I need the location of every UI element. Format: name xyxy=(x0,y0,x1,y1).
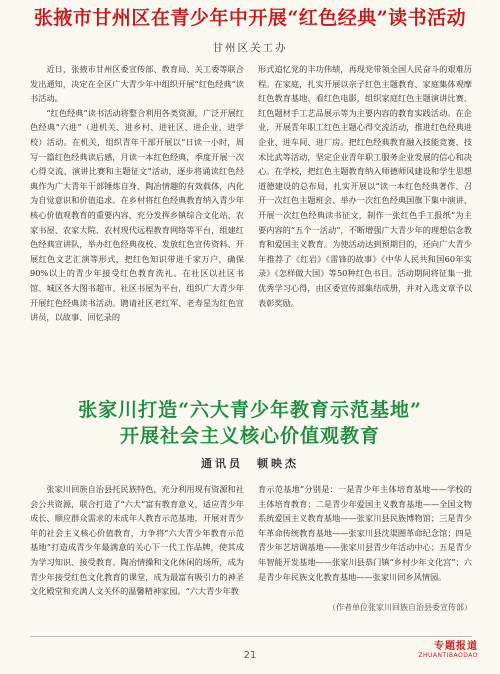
brand-label: 专题报道 xyxy=(434,641,478,652)
article2-title-line1: 张家川打造“六大青少年教育示范基地” xyxy=(78,399,422,421)
article1-paragraph: “红色经典”读书活动将整合利用各类资源，广泛开展红色经典“六进”（进机关、进乡村、进社区、进企业、进学校）活动。在机关，组织青年干部开展以“日读一小时，周写一篇红色经典读后感，月读一本红色经典，季度开展一次心得交流、演讲比赛和主题征文”活动，逐步将诵读红色经典作为广大青年干部锤炼自身、陶冶情趣的有效载体，内化为自觉意识和价值追求。在乡村将红色经典教育纳入青少年核心价值观教育的重要内容，充分发挥乡镇综合文化站、农家书屋、农家大院、农村现代远程教育网络等平台，组建红色经典宣讲队，举办红色经典夜校、发放红色宣传资料、开展红色文艺汇演等形式，把红色知识带进千家万户，确保90%以上的青少年接受红色教育洗礼。在社区以社区书馆、城区各大图书超市、社区书屋为平台，组织广大青少年开展红色经典读书活动。聘请社区老红军、老寿星为红色宣讲员，以故事、回忆录的 xyxy=(30,107,244,323)
brand-pinyin: ZHUANTIBAODAO xyxy=(418,652,478,659)
article2-author-note: （作者单位张家川回族自治县委宣传部） xyxy=(328,603,472,612)
article1-paragraph: 近日，张掖市甘州区委宣传部、教育局、关工委等联合发出通知，决定在全区广大青少年中组织开展“红色经典”读书活动。 xyxy=(30,64,244,104)
page-number: 21 xyxy=(243,650,257,661)
article2-title-line2: 开展社会主义核心价值观教育 xyxy=(119,425,380,447)
article1-byline: 甘州区关工办 xyxy=(212,42,288,54)
article2-left-column xyxy=(30,482,244,632)
footer-divider xyxy=(30,636,472,637)
section-brand xyxy=(418,637,478,659)
article2-paragraph: 张家川回族自治县托民族特色，充分利用现有资源和社会公共资源，联合打造了“六大”富有教育意义，适应青少年成长、顺应群众需求的未成年人教育示范基地，开展对青少年的社会主义核心价值教育，力争将“六大青少年教育示范基地”打造成青少年最满意的关心下一代工作品牌，使其成为学习知识、接受教育、陶冶情操和文化休闲的场所，成为青少年接受红色文化教育的课堂，成为最富有吸引力的神圣文化殿堂和充满人文关怀的温馨精神家园。“六大青少年教 xyxy=(30,484,244,597)
article2-byline: 通讯员 顿映杰 xyxy=(201,457,299,470)
article1-right-column xyxy=(258,62,472,387)
article2-right-column xyxy=(258,482,472,600)
article1-title: 张掖市甘州区在青少年中开展“红色经典”读书活动 xyxy=(33,7,467,29)
article1-left-column xyxy=(30,62,244,387)
article2-paragraph: 育示范基地”分别是：一是青少年主体培育基地——学校的主体培育教育；二是青少年爱国主义教育基地——全国文物系统爱国主义教育基地——张家川县民族博物馆；三是青少年革命传统教育基地——张家川县沈渠圈革命纪念馆；四是青少年艺培调基地——张家川县青少年活动中心；五是青少年智能开发基地——张家川县恭门镇“乡村少年文化宫”；六是青少年民族文化教育基地——张家川回乡风情园。 xyxy=(258,484,472,582)
article1-paragraph: 形式追忆党的丰功伟绩，再现党带领全国人民奋斗的艰难历程。在家庭，扎实开展以亲子红色主题教育、家庭集体观摩红色教育基地、看红色电影，组织家庭红色主题演讲比赛、红色题材手工艺品展示等为主要内容的教育实践活动。在企业，开展青年职工红色主题心得交流活动，推进红色经典进企业、进车间、进厂房。把红色经典教育融入技能竞赛、技术比武等活动，坚定企业青年职工服务企业发展的信心和决心。在学校，把红色主题教育纳入师德师风建设和学生思想道德建设的总布局，扎实开展以“读一本红色经典著作、召开一次红色主题班会、举办一次红色经典国旗下集中演讲、开展一次红色经典读书征文，制作一张红色手工报纸”为主要内容的“五个一活动”，不断增强广大青少年的理想信念教育和爱国主义教育。为使活动达到预期目的，还向广大青少年推荐了《红岩》《雷锋的故事》《中华人民共和国60年实录》《怎样做大国》等50种红色书目。活动期间将征集一批优秀学习心得，由区委宣传部集结成册，并对入选文章予以表彰奖励。 xyxy=(258,64,472,308)
